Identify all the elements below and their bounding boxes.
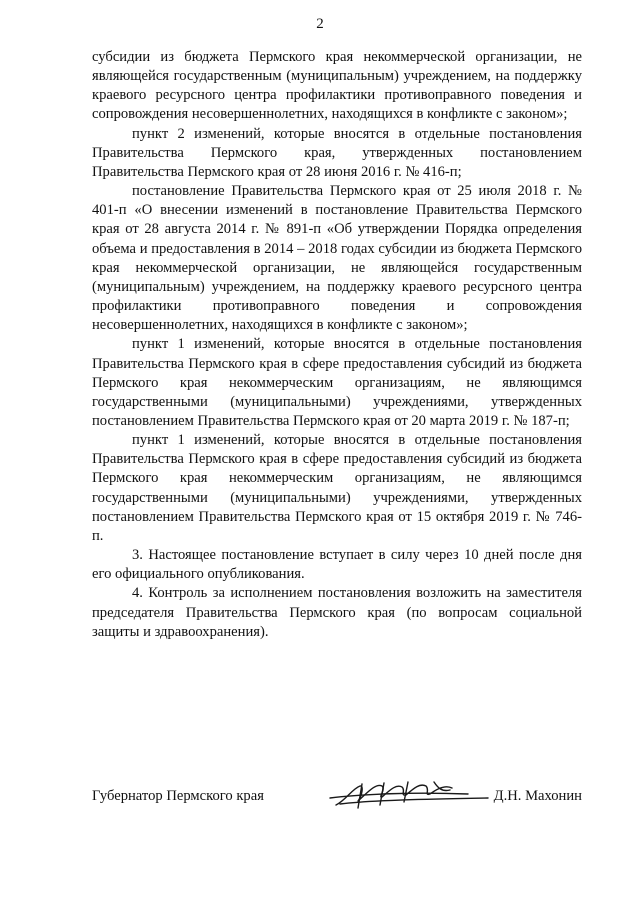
- paragraph: пункт 1 изменений, которые вносятся в отдельные постановления Правительства Пермского края в сфере предоставления субсидий из бюджета Пермского края некоммерческим организациям, не являющимся государственными (муниципальными) учреждениями, утвержденных постановлением Правительства Пермского края от 15 октября 2019 г. № 746-п.: [92, 432, 582, 544]
- paragraph: пункт 1 изменений, которые вносятся в отдельные постановления Правительства Пермского края в сфере предоставления субсидий из бюджета Пермского края некоммерческим организациям, не являющимся государственными (муниципальными) учреждениями, утвержденных постановлением Правительства Пермского края от 20 марта 2019 г. № 187-п;: [92, 336, 582, 429]
- paragraph: постановление Правительства Пермского края от 25 июля 2018 г. № 401-п «О внесении изменений в постановление Правительства Пермского края от 28 августа 2014 г. № 891-п «Об утверждении Порядка определения объема и предоставления в 2014 – 2018 годах субсидии из бюджета Пермского края некоммерческой организации, не являющейся государственным (муниципальным) учреждением, на поддержку краевого ресурсного центра профилактики противоправного поведения и сопровождения несовершеннолетних, находящихся в конфликте с законом»;: [92, 183, 582, 334]
- signatory-name: Д.Н. Махонин: [493, 788, 582, 804]
- handwritten-signature-icon: [322, 774, 492, 814]
- paragraph: 4. Контроль за исполнением постановления возложить на заместителя председателя Правительства Пермского края (по вопросам социальной защиты и здравоохранения).: [92, 585, 582, 640]
- document-body: [92, 48, 582, 642]
- paragraph: пункт 2 изменений, которые вносятся в отдельные постановления Правительства Пермского края, утвержденных постановлением Правительства Пермского края от 28 июня 2016 г. № 416-п;: [92, 125, 582, 180]
- paragraph: субсидии из бюджета Пермского края некоммерческой организации, не являющейся государственным (муниципальным) учреждением, на поддержку краевого ресурсного центра профилактики противоправного поведения и сопровождения несовершеннолетних, находящихся в конфликте с законом»;: [92, 49, 582, 123]
- paragraph: 3. Настоящее постановление вступает в силу через 10 дней после дня его официального опубликования.: [92, 547, 582, 583]
- signature-block: [92, 788, 582, 818]
- page-number: 2: [316, 16, 324, 32]
- signatory-title: Губернатор Пермского края: [92, 788, 264, 804]
